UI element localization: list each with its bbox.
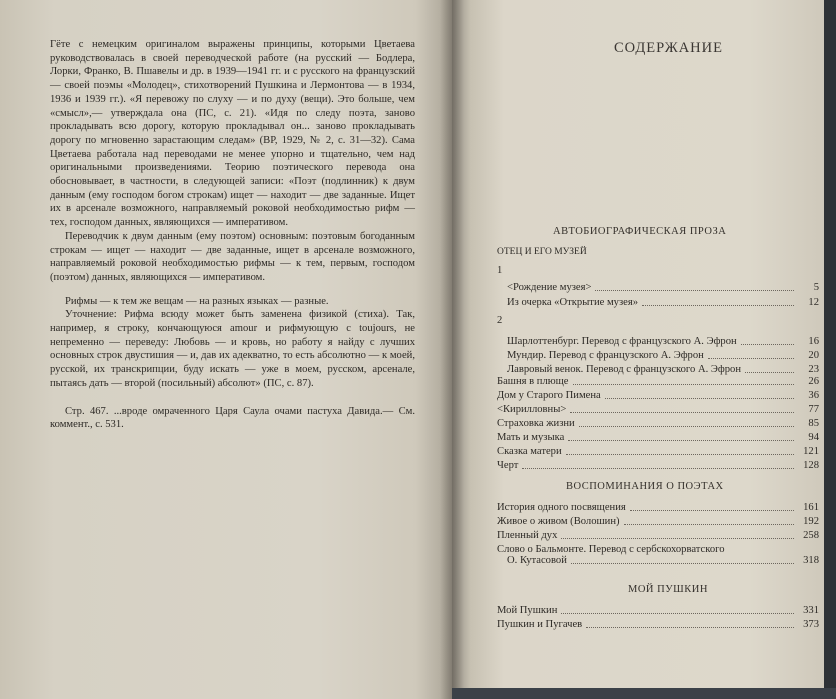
section-heading-memoirs: ВОСПОМИНАНИЯ О ПОЭТАХ: [566, 481, 724, 492]
contents-title: СОДЕРЖАНИЕ: [614, 40, 723, 56]
paragraph-1: Гёте с немецким оригиналом выражены принципы, которыми Цветаева руководствовалась в своей переводческой работе (на русский — Бодлера, Лорки, Франко, В. Пшавелы и др. в 1939—1941 гг. и с русского на французский — своей поэмы «Молодец», стихотворений Пушкина и Лермонтова — в 1934, 1936 и 1939 гг.). «Я перевожу по слуху — и по духу (вещи). Это больше, чем «смысл»,— утверждала она (ПС, с. 21). «Идя по следу поэта, заново прокладывать всю дорогу, которую прокладывал он... заново прокладывать дорогу по мгновенно зарастающим следам» (ВР, 1929, № 2, с. 31—32). Сама Цветаева работала над переводами не менее упорно и тщательно, чем над оригинальными произведениями. Теорию поэтического перевода она обосновывает, в частности, в следующей записи: «Поэт (подлинник) к двум данным (ему господом богом строкам) ищет — находит — две заданные. Ищет их в арсенале возможного, направляемый роковой необходимостью рифм — тех, господом данных, являющихся — императивом.: [50, 39, 415, 229]
toc-entry[interactable]: Мундир. Перевод с французского А. Эфрон 20: [507, 350, 819, 361]
book-gutter: [440, 0, 464, 699]
toc-entry[interactable]: История одного посвящения 161: [497, 502, 819, 513]
paragraph-3: Рифмы — к тем же вещам — на разных языках — разные.: [65, 295, 329, 307]
toc-entry[interactable]: Черт 128: [497, 460, 819, 471]
toc-entry[interactable]: Пленный дух 258: [497, 530, 819, 541]
paragraph-4: Уточнение: Рифма всюду может быть заменена физикой (стиха). Так, например, я строку, кончающуюся amour и рифмующую с toujours, не непременно — переведу: Любовь — и кровь, но работу я найду с лучших основных строк двустишия — и, дав их адекватно, то есть абсолютно — к моей, русской, их транскрипции, буду искать — уже в моем, русском, арсенале, пытаясь дать — второй (посильный) абсолют» (ПС, с. 87).: [50, 309, 415, 389]
toc-entry-line1[interactable]: Слово о Бальмонте. Перевод с сербскохорватского: [497, 544, 725, 555]
table-surface: [452, 688, 836, 699]
toc-entry[interactable]: <Кирилловны> 77: [497, 404, 819, 415]
toc-entry[interactable]: Страховка жизни 85: [497, 418, 819, 429]
part-label-2: 2: [497, 315, 503, 326]
section-heading-autobiographical: АВТОБИОГРАФИЧЕСКАЯ ПРОЗА: [553, 226, 727, 237]
toc-entry[interactable]: Из очерка «Открытие музея» 12: [507, 297, 819, 308]
toc-entry[interactable]: Башня в плюще 26: [497, 376, 819, 387]
toc-entry[interactable]: Шарлоттенбург. Перевод с французского А. Эфрон 16: [507, 336, 819, 347]
part-label-1: 1: [497, 265, 503, 276]
toc-entry[interactable]: Сказка матери 121: [497, 446, 819, 457]
toc-entry[interactable]: О. Кутасовой 318: [507, 555, 819, 566]
toc-entry[interactable]: Мой Пушкин 331: [497, 605, 819, 616]
subheading-father-museum: ОТЕЦ И ЕГО МУЗЕЙ: [497, 247, 587, 257]
toc-entry[interactable]: <Рождение музея> 5: [507, 282, 819, 293]
commentary-note: Стр. 467. ...вроде омраченного Царя Саула очами пастуха Давида.— См. коммент., с. 531.: [50, 405, 415, 431]
left-page-text: [50, 38, 415, 432]
section-heading-my-pushkin: МОЙ ПУШКИН: [628, 584, 708, 595]
toc-entry[interactable]: Живое о живом (Волошин) 192: [497, 516, 819, 527]
paragraph-2: Переводчик к двум данным (ему поэтом) основным: поэтовым богоданным строкам — ищет — находит — две заданные, ищет в арсенале возможного, направляемый роковой необходимостью рифмы — к тем, первым, господом (поэтом) данных, являющихся — императивом.: [50, 230, 415, 283]
toc-entry[interactable]: Пушкин и Пугачев 373: [497, 619, 819, 630]
toc-entry[interactable]: Лавровый венок. Перевод с французского А. Эфрон 23: [507, 364, 819, 375]
toc-entry[interactable]: Дом у Старого Пимена 36: [497, 390, 819, 401]
toc-entry[interactable]: Мать и музыка 94: [497, 432, 819, 443]
